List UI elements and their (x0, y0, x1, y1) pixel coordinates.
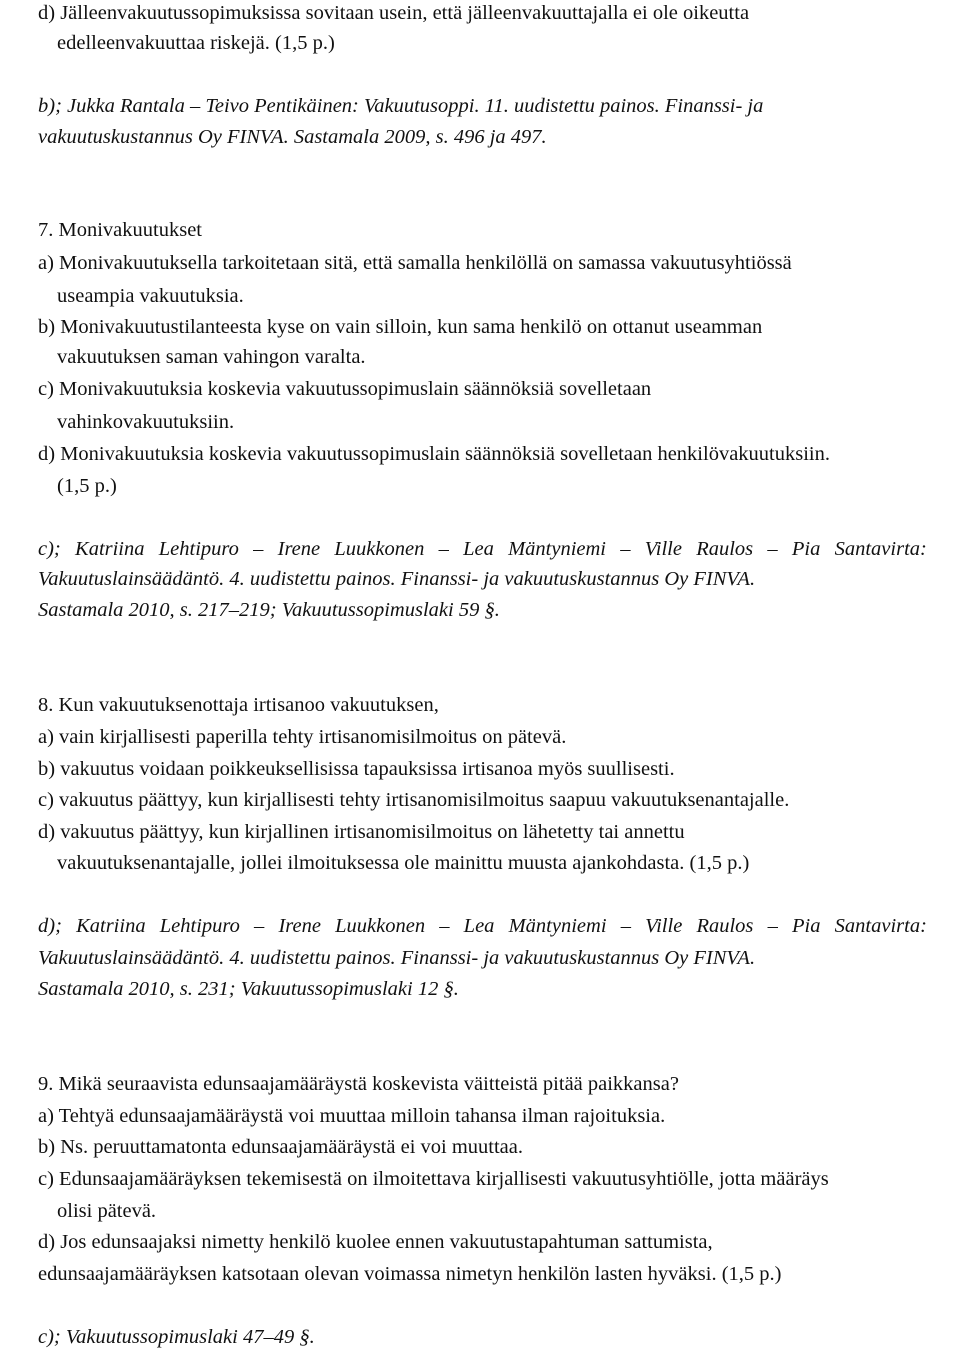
q9-option-b: b) Ns. peruuttamatonta edunsaajamääräystä ei voi muuttaa. (38, 1136, 523, 1158)
q8-option-a: a) vain kirjallisesti paperilla tehty irtisanomisilmoitus on pätevä. (38, 726, 567, 748)
answer-word: Santavirta: (834, 538, 927, 560)
answer-word: Luukkonen (335, 915, 426, 937)
q7-option-d-line2: (1,5 p.) (57, 475, 117, 497)
answer-word: – (620, 915, 631, 937)
q8-option-d-line1: d) vakuutus päättyy, kun kirjallinen irtisanomisilmoitus on lähetetty tai annettu (38, 821, 685, 843)
answer-word: – (253, 538, 264, 560)
q9-answer: c); Vakuutussopimuslaki 47–49 §. (38, 1326, 315, 1348)
answer-word: Lea (463, 915, 495, 937)
q7-option-c-line2: vahinkovakuutuksiin. (57, 411, 235, 433)
answer-word: Irene (277, 538, 321, 560)
q7-option-a-line2: useampia vakuutuksia. (57, 285, 244, 307)
answer-word: – (254, 915, 265, 937)
answer-word: Raulos (696, 538, 754, 560)
q7-answer-line3: Sastamala 2010, s. 217–219; Vakuutussopimuslaki 59 §. (38, 599, 500, 621)
answer-word: Katriina (76, 915, 146, 937)
answer-word: – (767, 915, 778, 937)
answer-word: Mäntyniemi (508, 915, 607, 937)
answer-word: Lea (463, 538, 494, 560)
answer-word: Pia (792, 915, 821, 937)
answer-word: Raulos (696, 915, 754, 937)
q7-answer-line1 (38, 536, 927, 562)
answer-word: Irene (278, 915, 321, 937)
q7-option-a-line1: a) Monivakuutuksella tarkoitetaan sitä, että samalla henkilöllä on samassa vakuutusyhtiössä (38, 252, 792, 274)
answer-word: Mäntyniemi (508, 538, 606, 560)
answer-word: Ville (644, 538, 682, 560)
q7-option-c-line1: c) Monivakuutuksia koskevia vakuutussopimuslain säännöksiä sovelletaan (38, 378, 652, 400)
q8-heading: 8. Kun vakuutuksenottaja irtisanoo vakuutuksen, (38, 694, 439, 716)
q9-heading: 9. Mikä seuraavista edunsaajamääräystä koskevista väitteistä pitää paikkansa? (38, 1073, 679, 1095)
q7-answer-line2: Vakuutuslainsäädäntö. 4. uudistettu painos. Finanssi- ja vakuutuskustannus Oy FINVA. (38, 568, 756, 590)
answer-word: – (767, 538, 778, 560)
answer-word: d); (38, 915, 62, 937)
q7-option-b-line2: vakuutuksen saman vahingon varalta. (57, 346, 366, 368)
q8-option-c: c) vakuutus päättyy, kun kirjallisesti tehty irtisanomisilmoitus saapuu vakuutuksenantajalle. (38, 789, 790, 811)
answer-word: Luukkonen (334, 538, 425, 560)
answer-word: Pia (791, 538, 821, 560)
q9-option-c-line1: c) Edunsaajamääräyksen tekemisestä on ilmoitettava kirjallisesti vakuutusyhtiölle, jotta määräys (38, 1168, 829, 1190)
q6-answer-line1: b); Jukka Rantala – Teivo Pentikäinen: Vakuutusoppi. 11. uudistettu painos. Finanssi- ja (38, 95, 764, 117)
q9-option-c-line2: olisi pätevä. (57, 1200, 157, 1222)
q8-answer-line2: Vakuutuslainsäädäntö. 4. uudistettu painos. Finanssi- ja vakuutuskustannus Oy FINVA. (38, 947, 756, 969)
q8-answer-line1 (38, 913, 927, 939)
q7-option-b-line1: b) Monivakuutustilanteesta kyse on vain silloin, kun sama henkilö on ottanut useamman (38, 316, 763, 338)
q8-answer-line3: Sastamala 2010, s. 231; Vakuutussopimuslaki 12 §. (38, 978, 459, 1000)
answer-word: Santavirta: (834, 915, 927, 937)
q9-option-a: a) Tehtyä edunsaajamääräystä voi muuttaa milloin tahansa ilman rajoituksia. (38, 1105, 666, 1127)
q7-option-d-line1: d) Monivakuutuksia koskevia vakuutussopimuslain säännöksiä sovelletaan henkilövakuutuksiin. (38, 443, 830, 465)
q7-heading: 7. Monivakuutukset (38, 219, 202, 241)
answer-word: – (620, 538, 631, 560)
q9-option-d-line2: edunsaajamääräyksen katsotaan olevan voimassa nimetyn henkilön lasten hyväksi. (1,5 p.) (38, 1263, 782, 1285)
answer-word: Ville (645, 915, 683, 937)
q6-option-d-line1: d) Jälleenvakuutussopimuksissa sovitaan usein, että jälleenvakuuttajalla ei ole oikeutta (38, 2, 750, 24)
q6-option-d-line2: edelleenvakuuttaa riskejä. (1,5 p.) (57, 32, 335, 54)
q8-option-b: b) vakuutus voidaan poikkeuksellisissa tapauksissa irtisanoa myös suullisesti. (38, 758, 675, 780)
answer-word: Lehtipuro (159, 915, 240, 937)
q9-option-d-line1: d) Jos edunsaajaksi nimetty henkilö kuolee ennen vakuutustapahtuman sattumista, (38, 1231, 713, 1253)
answer-word: – (439, 915, 450, 937)
answer-word: Katriina (75, 538, 145, 560)
answer-word: Lehtipuro (158, 538, 239, 560)
answer-word: c); (38, 538, 61, 560)
q6-answer-line2: vakuutuskustannus Oy FINVA. Sastamala 2009, s. 496 ja 497. (38, 126, 547, 148)
q8-option-d-line2: vakuutuksenantajalle, jollei ilmoituksessa ole mainittu muusta ajankohdasta. (1,5 p.) (57, 852, 750, 874)
answer-word: – (438, 538, 449, 560)
